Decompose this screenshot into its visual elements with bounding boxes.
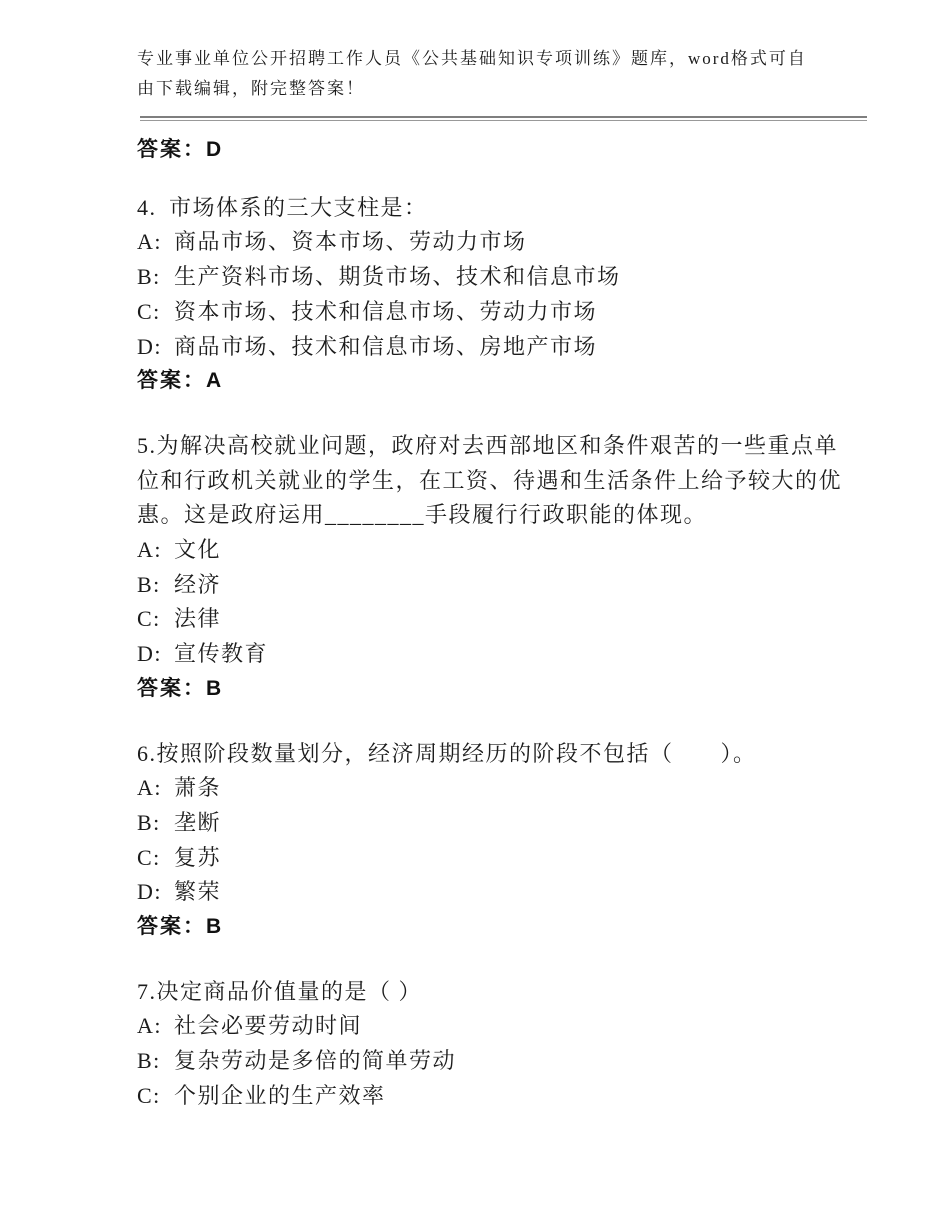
question-block-5	[137, 429, 870, 707]
option-text: 宣传教育	[174, 641, 269, 667]
option-letter: B:	[137, 264, 161, 290]
option-letter: D:	[137, 333, 162, 359]
option-text: 商品市场、资本市场、劳动力市场	[174, 229, 527, 255]
option-row	[137, 225, 867, 260]
question-block-6	[137, 737, 870, 945]
question-block-7	[137, 975, 870, 1114]
option-text: 社会必要劳动时间	[174, 1013, 363, 1039]
question-text: 7.决定商品价值量的是（ ）	[137, 978, 423, 1004]
document-body	[137, 133, 870, 1114]
option-row	[137, 806, 867, 841]
option-letter: D:	[137, 879, 162, 905]
option-row	[137, 568, 867, 603]
option-text: 法律	[174, 606, 222, 632]
option-row	[137, 1044, 867, 1079]
option-letter: C:	[137, 1082, 161, 1108]
option-text: 繁荣	[174, 879, 222, 905]
option-row	[137, 875, 867, 910]
option-row	[137, 771, 867, 806]
document-header	[137, 44, 870, 121]
option-letter: A:	[137, 775, 162, 801]
header-title: 专业事业单位公开招聘工作人员《公共基础知识专项训练》题库，word格式可自由下载编辑，附完整答案！	[137, 49, 807, 98]
option-row	[137, 1079, 867, 1114]
option-row	[137, 330, 867, 365]
option-row	[137, 295, 867, 330]
option-letter: C:	[137, 298, 161, 324]
option-text: 文化	[174, 537, 222, 563]
question-block-4	[137, 191, 870, 399]
question-text: 4. 市场体系的三大支柱是：	[137, 194, 428, 220]
option-letter: A:	[137, 1013, 162, 1039]
answer-line: 答案：A	[137, 369, 224, 393]
option-letter: D:	[137, 641, 162, 667]
option-text: 生产资料市场、期货市场、技术和信息市场	[174, 264, 621, 290]
option-letter: B:	[137, 571, 161, 597]
option-text: 复苏	[174, 844, 222, 870]
answer-line: 答案：B	[137, 915, 224, 939]
option-letter: A:	[137, 229, 162, 255]
option-letter: B:	[137, 809, 161, 835]
option-text: 个别企业的生产效率	[174, 1082, 386, 1108]
option-letter: A:	[137, 537, 162, 563]
option-text: 经济	[174, 571, 222, 597]
option-row	[137, 841, 867, 876]
question-text: 5.为解决高校就业问题，政府对去西部地区和条件艰苦的一些重点单位和行政机关就业的学生，在工资、待遇和生活条件上给予较大的优惠。这是政府运用________手段履行行政职能的体现。	[137, 432, 843, 528]
option-row	[137, 533, 867, 568]
option-row	[137, 1009, 867, 1044]
option-text: 垄断	[174, 809, 222, 835]
option-row	[137, 637, 867, 672]
option-text: 资本市场、技术和信息市场、劳动力市场	[174, 298, 598, 324]
option-letter: B:	[137, 1048, 161, 1074]
option-letter: C:	[137, 606, 161, 632]
option-text: 萧条	[174, 775, 222, 801]
answer-line-q3: 答案：D	[137, 138, 224, 161]
question-text: 6.按照阶段数量划分，经济周期经历的阶段不包括（ ）。	[137, 740, 757, 766]
option-row	[137, 602, 867, 637]
option-text: 商品市场、技术和信息市场、房地产市场	[174, 333, 598, 359]
answer-line: 答案：B	[137, 676, 224, 700]
option-letter: C:	[137, 844, 161, 870]
header-separator-rule	[140, 116, 867, 121]
option-row	[137, 260, 867, 295]
option-text: 复杂劳动是多倍的简单劳动	[174, 1048, 457, 1074]
